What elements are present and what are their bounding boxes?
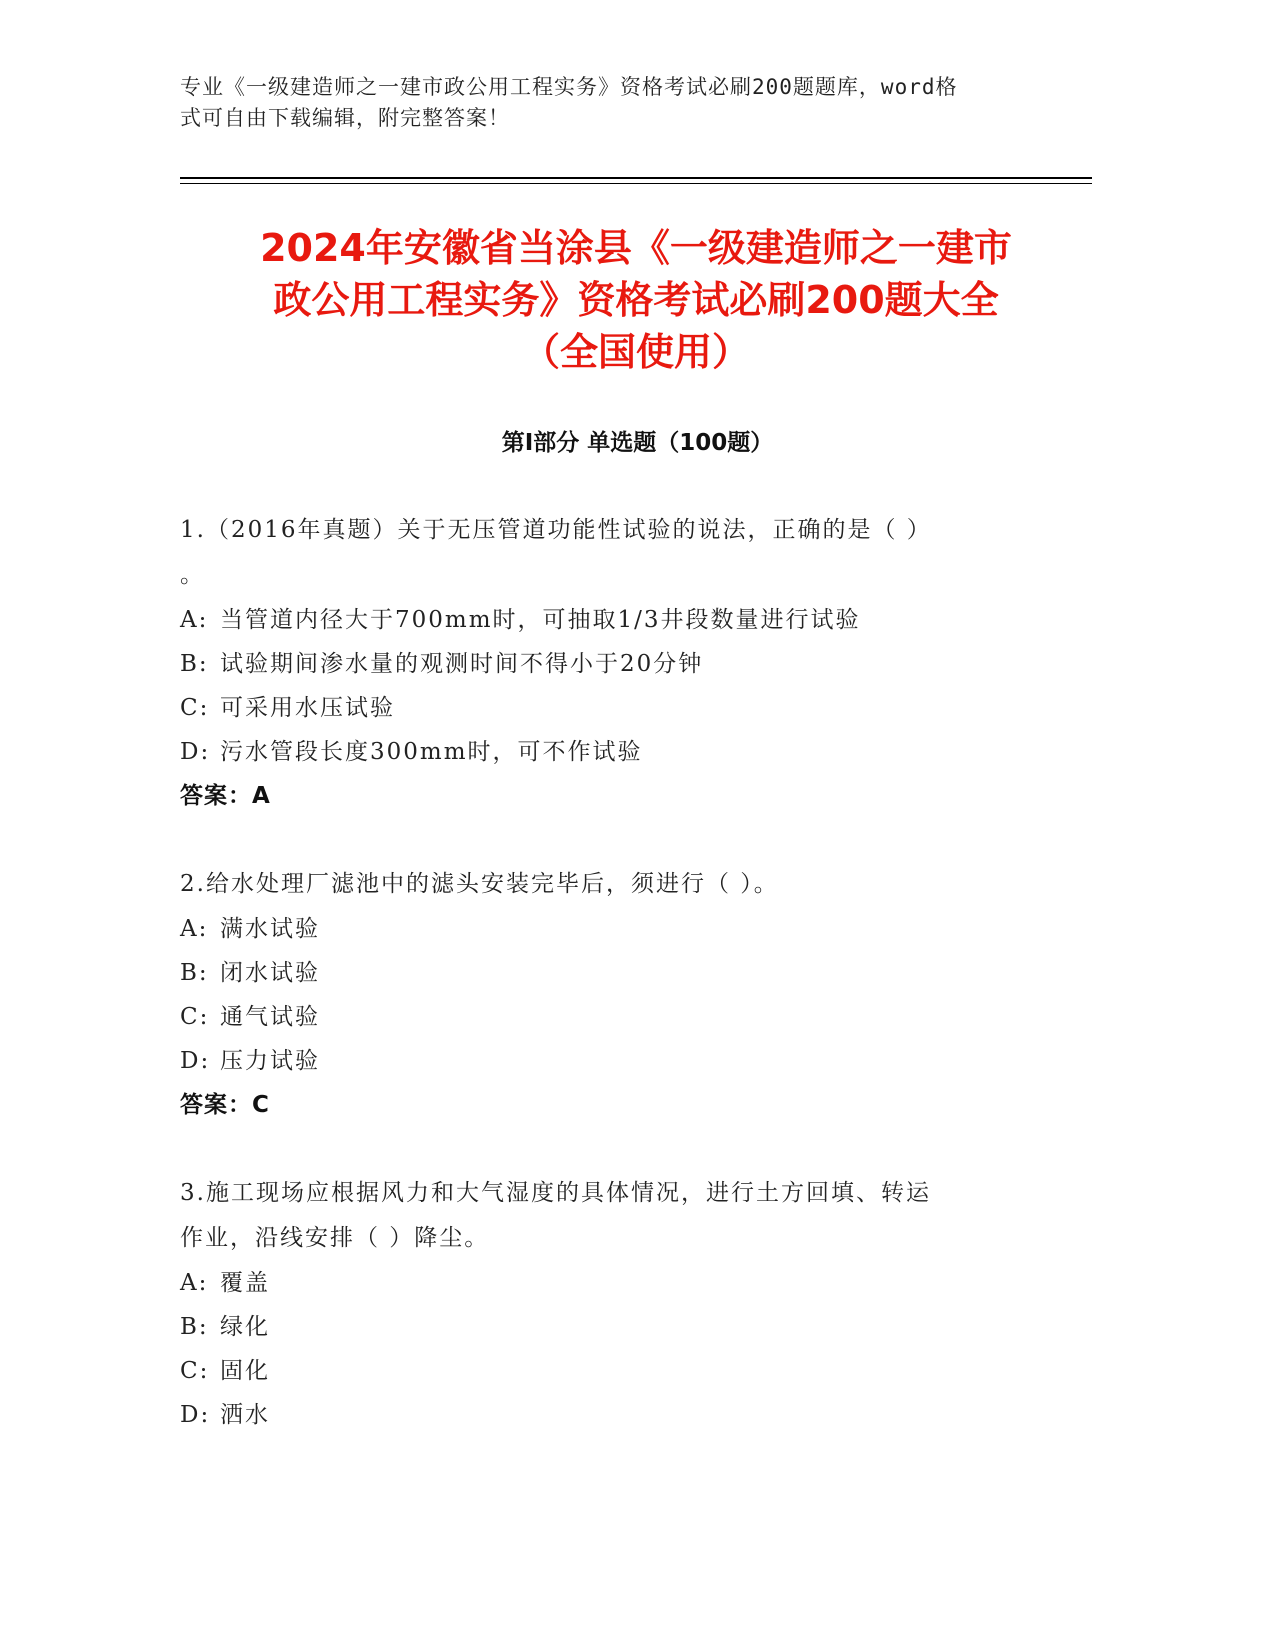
answer: 答案：A (180, 783, 271, 809)
option-c (180, 686, 1060, 730)
option-text: 通气试验 (220, 1004, 320, 1030)
option-key: A: (180, 607, 209, 633)
option-text: 洒水 (220, 1402, 270, 1428)
option-b (180, 642, 1060, 686)
header-note-line-2: 式可自由下载编辑，附完整答案！ (180, 106, 510, 130)
question-3 (180, 1171, 1060, 1437)
header-note-line-1: 专业《一级建造师之一建市政公用工程实务》资格考试必刷200题题库，word格 (180, 75, 958, 99)
question-1 (180, 508, 1060, 818)
option-key: D: (180, 1402, 211, 1428)
document-title-line-1: 2024年安徽省当涂县《一级建造师之一建市 (260, 226, 1012, 270)
option-b (180, 951, 1060, 995)
document-title-line-2: 政公用工程实务》资格考试必刷200题大全 (273, 278, 999, 322)
section-title: 第Ⅰ部分 单选题（100题） (501, 430, 774, 456)
option-text: 固化 (220, 1358, 270, 1384)
option-a (180, 598, 1060, 642)
question-list (180, 508, 1060, 1481)
option-text: 绿化 (220, 1314, 270, 1340)
question-stem: 1.（2016年真题）关于无压管道功能性试验的说法，正确的是（ ） (180, 517, 932, 543)
option-key: D: (180, 739, 211, 765)
option-key: A: (180, 1270, 209, 1296)
option-text: 闭水试验 (220, 960, 320, 986)
answer: 答案：C (180, 1092, 270, 1118)
option-key: D: (180, 1048, 211, 1074)
question-stem: 3.施工现场应根据风力和大气湿度的具体情况，进行土方回填、转运 (180, 1180, 931, 1206)
option-text: 当管道内径大于700mm时，可抽取1/3井段数量进行试验 (220, 607, 861, 633)
option-c (180, 995, 1060, 1039)
question-stem: 2.给水处理厂滤池中的滤头安装完毕后，须进行（ ）。 (180, 871, 779, 897)
option-text: 满水试验 (220, 916, 320, 942)
option-text: 试验期间渗水量的观测时间不得小于20分钟 (220, 651, 704, 677)
option-key: C: (180, 1358, 210, 1384)
option-text: 可采用水压试验 (220, 695, 395, 721)
document-title (160, 222, 1112, 378)
option-d (180, 1393, 1060, 1437)
question-stem-continued: 作业，沿线安排（ ）降尘。 (180, 1225, 490, 1251)
option-key: A: (180, 916, 209, 942)
option-b (180, 1305, 1060, 1349)
option-d (180, 730, 1060, 774)
option-text: 压力试验 (220, 1048, 320, 1074)
option-key: C: (180, 695, 210, 721)
option-a (180, 1261, 1060, 1305)
document-title-line-3: （全国使用） (521, 330, 750, 374)
header-note (180, 72, 1040, 134)
option-c (180, 1349, 1060, 1393)
option-text: 污水管段长度300mm时，可不作试验 (220, 739, 643, 765)
header-divider-thick (180, 177, 1092, 179)
option-text: 覆盖 (220, 1270, 270, 1296)
question-stem-continued: 。 (180, 562, 205, 588)
option-d (180, 1039, 1060, 1083)
option-key: C: (180, 1004, 210, 1030)
option-a (180, 907, 1060, 951)
question-2 (180, 862, 1060, 1127)
option-key: B: (180, 960, 209, 986)
header-divider-thin (180, 183, 1092, 184)
option-key: B: (180, 1314, 209, 1340)
option-key: B: (180, 651, 209, 677)
